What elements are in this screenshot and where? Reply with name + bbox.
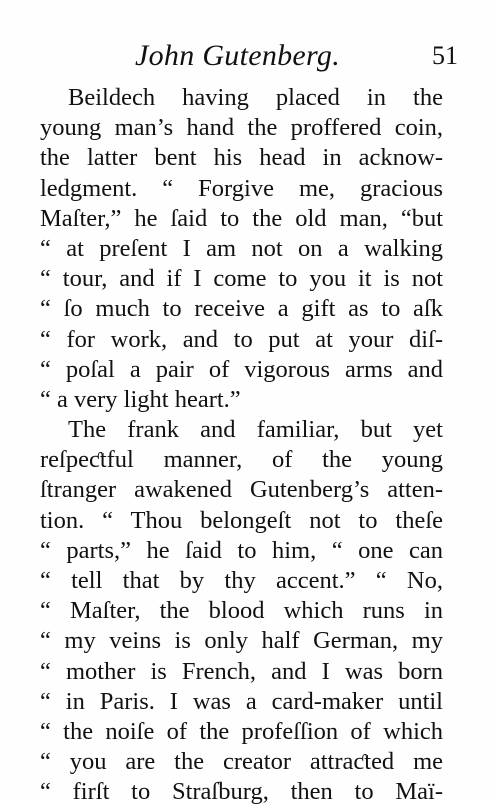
text-line: “ tour, and if I come to you it is not xyxy=(40,265,443,293)
text-line: “ in Paris. I was a card-maker until xyxy=(40,687,443,715)
text-line: “ ſo much to receive a gift as to aſk xyxy=(40,295,443,323)
text-line: “ tell that by thy accent.” “ No, xyxy=(40,567,443,594)
text-line: “ poſal a pair of vigorous arms and xyxy=(40,355,443,383)
text-line: “ for work, and to put at your diſ- xyxy=(40,325,443,353)
text-line: the latter bent his head in acknow- xyxy=(40,144,443,172)
text-line: tion. “ Thou belongeſt not to theſe xyxy=(40,506,443,534)
text-line: “ parts,” he ſaid to him, “ one can xyxy=(40,536,443,564)
body-text xyxy=(40,83,443,808)
text-line: ledgment. “ Forgive me, gracious xyxy=(40,174,443,202)
running-title: John Gutenberg. xyxy=(135,39,341,72)
text-line: Beildech having placed in the xyxy=(68,84,443,111)
text-line: “ at preſent I am not on a walking xyxy=(40,234,443,262)
text-line: young man’s hand the proffered coin, xyxy=(40,114,443,142)
text-line: “ my veins is only half German, my xyxy=(40,627,443,655)
text-line: “ mother is French, and I was born xyxy=(40,657,443,685)
text-line: “ the noiſe of the profeſſion of which xyxy=(40,717,443,745)
text-line: reſpeƈtful manner, of the young xyxy=(40,446,443,474)
text-line: Maſter,” he ſaid to the old man, “but xyxy=(40,204,443,232)
text-line: “ Maſter, the blood which runs in xyxy=(40,597,443,625)
text-line: The frank and familiar, but yet xyxy=(68,416,443,444)
running-head xyxy=(40,36,460,76)
text-line: “ you are the creator attraƈted me xyxy=(40,748,443,776)
page-number: 51 xyxy=(432,41,458,70)
text-line: “ a very light heart.” xyxy=(40,385,241,413)
text-line: “ firſt to Straſburg, then to Maï- xyxy=(40,778,443,806)
text-line: ſtranger awakened Gutenberg’s atten- xyxy=(40,476,443,504)
